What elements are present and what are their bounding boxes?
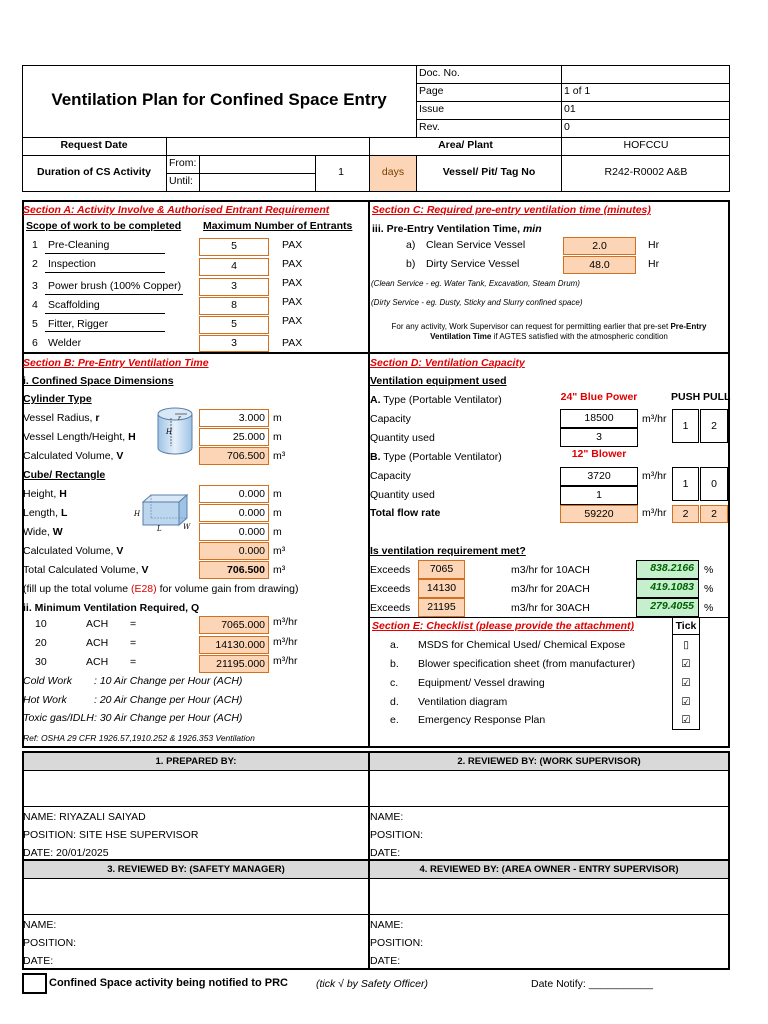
cold-work-desc: : 10 Air Change per Hour (ACH) [94,675,243,687]
exceeds-desc: m3/hr for 30ACH [511,602,590,614]
cylinder-title: Cylinder Type [23,393,92,405]
exceeds-pct: 838.2166 [636,560,699,579]
clean-letter: a) [406,239,416,251]
prc-notified-label: Confined Space activity being notified to PRC [49,977,288,989]
row-no: 4 [32,299,38,311]
date-notify: Date Notify: ___________ [531,978,654,990]
doc-no-label: Doc. No. [419,67,460,79]
row-unit: PAX [282,315,303,327]
exceeds-desc: m3/hr for 20ACH [511,583,590,595]
section-a-title: Section A: Activity Involve & Authorised Entrant Requirement [23,204,330,216]
height-value: 0.000 [199,485,269,503]
p1-name: NAME: RIYAZALI SAIYAD [23,811,146,823]
dim-h-label: H [166,428,173,436]
row-work: Fitter, Rigger [48,318,109,330]
page-value: 1 of 1 [564,85,591,97]
b-capacity-unit: m³/hr [642,470,667,482]
row-count: 3 [199,278,269,296]
cylinder-icon [154,406,196,456]
check-tick[interactable]: ☑ [681,696,691,708]
row-no: 1 [32,239,38,251]
check-label: Equipment/ Vessel drawing [418,677,545,689]
row-unit: PAX [282,258,303,270]
radius-value: 3.000 [199,409,269,427]
dirty-label: Dirty Service Vessel [426,258,520,270]
ach-flow: 14130.000 [199,636,269,654]
check-letter: e. [390,714,399,726]
check-label: MSDS for Chemical Used/ Chemical Expose [418,639,626,651]
cube-dim-h: H [134,510,141,518]
b-push-value: 1 [672,467,699,501]
days-label: days [381,166,405,178]
ach-unit: m³/hr [273,655,298,667]
vessel-tag-value: R242-R0002 A&B [604,166,688,178]
total-volume-label: Total Calculated Volume, V [23,564,149,576]
issue-label: Issue [419,103,445,115]
prc-notified-checkbox[interactable] [22,973,47,994]
p3-date: DATE: [23,955,54,967]
len-unit: m [273,507,282,519]
note-clean: (Clean Service - eg. Water Tank, Excavation, Steam Drum) [371,279,580,288]
a-capacity-value: 18500 [560,409,638,428]
row-work: Pre-Cleaning [48,239,110,251]
equip-title: Ventilation equipment used [370,375,507,387]
total-flow-value: 59220 [560,505,638,523]
b-capacity-label: Capacity [370,470,411,482]
hot-work: Hot Work [23,694,67,706]
max-entrants-header: Maximum Number of Entrants [203,220,353,232]
min-vent-title: ii. Minimum Ventilation Required, Q [23,602,200,614]
check-tick[interactable]: ☑ [681,658,691,670]
row-work: Inspection [48,258,96,270]
cube-calc-label: Calculated Volume, V [23,545,124,557]
radius-label: Vessel Radius, r [23,412,100,424]
b-qty-value: 1 [560,486,638,505]
area-plant-label: Area/ Plant [438,139,493,151]
ach-label: ACH [86,656,109,668]
type-a-label: A. Type (Portable Ventilator) [370,394,502,406]
row-unit: PAX [282,239,303,251]
safety-manager-title: 3. REVIEWED BY: (SAFETY MANAGER) [107,864,285,875]
row-count: 5 [199,316,269,334]
prepared-by-title: 1. PREPARED BY: [155,756,237,767]
osha-ref: Ref: OSHA 29 CFR 1926.57,1910.252 & 1926.353 Ventilation [23,733,255,743]
p2-date: DATE: [370,847,401,859]
toxic-work-desc: : 30 Air Change per Hour (ACH) [94,712,243,724]
check-label: Ventilation diagram [418,696,508,708]
dim-r-label: r [178,415,181,422]
row-work: Scaffolding [48,299,100,311]
row-no: 5 [32,318,38,330]
pct-sign: % [704,564,714,576]
row-unit: PAX [282,277,303,289]
ach-eq: = [130,656,137,668]
ach-eq: = [130,637,137,649]
length-value: 25.000 [199,428,269,446]
cube-volume-value: 0.000 [199,542,269,560]
ach-unit: m³/hr [273,636,298,648]
ach-value: 30 [35,656,47,668]
row-work: Power brush (100% Copper) [48,280,182,292]
wide-value: 0.000 [199,523,269,541]
len-label: Length, L [23,507,68,519]
cube-icon [133,492,193,532]
row-count: 5 [199,238,269,256]
p4-name: NAME: [370,919,404,931]
ach-value: 20 [35,637,47,649]
exceeds-value: 7065 [418,560,465,579]
check-letter: c. [390,677,399,689]
a-capacity-label: Capacity [370,413,411,425]
height-unit: m [273,488,282,500]
clean-value: 2.0 [563,237,636,255]
p4-position: POSITION: [370,937,424,949]
issue-value: 01 [564,103,576,115]
dirty-letter: b) [406,258,416,270]
type-b-label: B. Type (Portable Ventilator) [370,451,502,463]
check-tick[interactable]: ☑ [681,677,691,689]
row-count: 4 [199,258,269,276]
a-capacity-unit: m³/hr [642,413,667,425]
exceeds-label: Exceeds [370,564,411,576]
dirty-value: 48.0 [563,256,636,274]
length-label: Vessel Length/Height, H [23,431,136,443]
length-unit: m [273,431,282,443]
clean-unit: Hr [648,239,660,251]
p3-position: POSITION: [23,937,77,949]
check-tick[interactable]: ▯ [683,639,689,651]
exceeds-label: Exceeds [370,602,411,614]
hot-work-desc: : 20 Air Change per Hour (ACH) [94,694,243,706]
row-unit: PAX [282,296,303,308]
cyl-volume-value: 706.500 [199,447,269,465]
ach-label: ACH [86,618,109,630]
duration-value: 1 [338,166,344,178]
scope-header: Scope of work to be completed [26,220,182,232]
row-no: 3 [32,280,38,292]
p3-name: NAME: [23,919,57,931]
cube-dim-l: L [157,525,162,532]
exceeds-pct: 419.1083 [636,579,699,598]
wide-unit: m [273,526,282,538]
total-flow-label: Total flow rate [370,507,441,519]
section-c-subtitle: iii. Pre-Entry Ventilation Time, min [372,223,542,235]
ach-unit: m³/hr [273,616,298,628]
p2-position: POSITION: [370,829,424,841]
pull-header: PULL [703,391,731,403]
tick-header: Tick [675,620,697,632]
cold-work: Cold Work [23,675,73,687]
push-header: PUSH [671,391,701,403]
row-no: 2 [32,258,38,270]
rev-value: 0 [564,121,570,133]
check-letter: b. [390,658,399,670]
radius-unit: m [273,412,282,424]
exceeds-desc: m3/hr for 10ACH [511,564,590,576]
request-date-label: Request Date [60,139,128,151]
clean-label: Clean Service Vessel [426,239,526,251]
ach-flow: 7065.000 [199,616,269,634]
check-label: Blower specification sheet (from manufacturer) [418,658,636,670]
a-qty-label: Quantity used [370,432,435,444]
exceeds-pct: 279.4055 [636,598,699,617]
total-flow-unit: m³/hr [642,507,667,519]
ach-eq: = [130,618,137,630]
met-title: Is ventilation requirement met? [370,545,526,557]
toxic-work: Toxic gas/IDLH [23,712,94,724]
work-supervisor-title: 2. REVIEWED BY: (WORK SUPERVISOR) [457,756,641,767]
check-tick[interactable]: ☑ [681,714,691,726]
b-qty-label: Quantity used [370,489,435,501]
duration-label: Duration of CS Activity [37,166,151,178]
section-e-title: Section E: Checklist (please provide the attachment) [372,620,634,632]
row-count: 3 [199,335,269,352]
row-work: Welder [48,337,82,349]
wide-label: Wide, W [23,526,63,538]
page-label: Page [419,85,444,97]
cube-volume-unit: m³ [273,545,286,557]
a-push-value: 1 [672,409,699,443]
dims-title: i. Confined Space Dimensions [23,375,174,387]
cyl-volume-unit: m³ [273,450,286,462]
total-pull-value: 2 [700,505,728,523]
vessel-tag-label: Vessel/ Pit/ Tag No [442,166,536,178]
cube-title: Cube/ Rectangle [23,469,106,481]
rev-label: Rev. [419,121,440,133]
p1-date: DATE: 20/01/2025 [23,847,109,859]
exceeds-value: 14130 [418,579,465,598]
ach-flow: 21195.000 [199,655,269,673]
cube-dim-w: W [183,523,191,531]
row-unit: PAX [282,337,303,349]
total-push-value: 2 [672,505,699,523]
a-qty-value: 3 [560,428,638,447]
area-owner-title: 4. REVIEWED BY: (AREA OWNER - ENTRY SUPERVISOR) [419,864,679,875]
exceeds-label: Exceeds [370,583,411,595]
fill-note: (fill up the total volume (E28) for volume gain from drawing) [23,583,299,595]
check-letter: d. [390,696,399,708]
a-pull-value: 2 [700,409,728,443]
type-b-name: 12" Blower [571,448,627,460]
check-letter: a. [390,639,399,651]
note-dirty: (Dirty Service - eg. Dusty, Sticky and Slurry confined space) [371,298,583,307]
section-c-title: Section C: Required pre-entry ventilation time (minutes) [372,204,651,216]
row-no: 6 [32,337,38,349]
type-a-name: 24" Blue Power [560,391,638,403]
section-b-title: Section B: Pre-Entry Ventilation Time [23,357,209,369]
row-count: 8 [199,297,269,315]
ach-label: ACH [86,637,109,649]
height-label: Height, H [23,488,67,500]
ach-value: 10 [35,618,47,630]
b-capacity-value: 3720 [560,467,638,486]
p4-date: DATE: [370,955,401,967]
section-d-title: Section D: Ventilation Capacity [370,357,525,369]
pct-sign: % [704,583,714,595]
cyl-calc-label: Calculated Volume, V [23,450,124,462]
total-volume-unit: m³ [273,564,286,576]
total-volume-value: 706.500 [199,561,269,579]
b-pull-value: 0 [700,467,728,501]
p1-position: POSITION: SITE HSE SUPERVISOR [23,829,199,841]
len-value: 0.000 [199,504,269,522]
area-plant-value: HOFCCU [623,139,669,151]
until-label: Until: [169,175,193,187]
from-label: From: [169,157,197,169]
exceeds-value: 21195 [418,598,465,617]
p2-name: NAME: [370,811,404,823]
check-label: Emergency Response Plan [418,714,546,726]
dirty-unit: Hr [648,258,660,270]
pct-sign: % [704,602,714,614]
tick-by-note: (tick √ by Safety Officer) [316,978,428,990]
note-request: For any activity, Work Supervisor can request for permitting earlier that pre-set Pre-Entry Ventilation Time if AGTES satisfied with the atmospheric condition [391,322,707,341]
page-title: Ventilation Plan for Confined Space Entry [51,90,387,109]
